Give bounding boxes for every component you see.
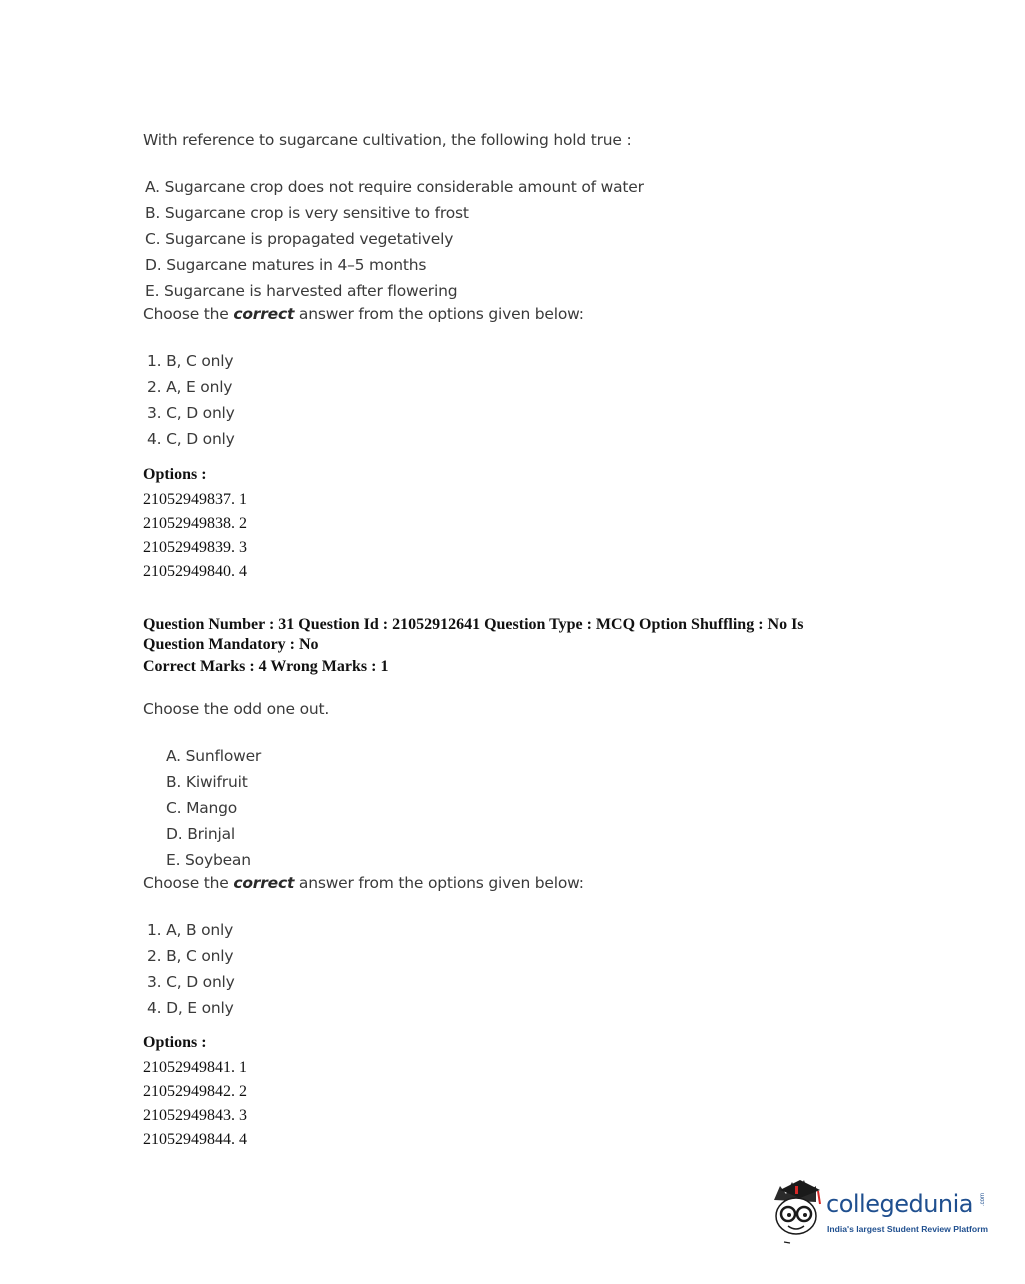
q31-option-ids <box>143 1056 247 1152</box>
q31-meta-line1: Question Number : 31 Question Id : 21052912641 Question Type : MCQ Option Shuffling : No Is <box>143 616 804 633</box>
option-id-2: 21052949842. 2 <box>143 1083 247 1100</box>
q31-answer-list <box>147 917 235 1021</box>
answer-2: 2. B, C only <box>147 947 234 965</box>
statement-b: B. Kiwifruit <box>166 773 248 791</box>
answer-3: 3. C, D only <box>147 973 235 991</box>
statement-a: A. Sunflower <box>166 747 262 765</box>
q31-choose-instruction <box>143 874 584 892</box>
option-id-4: 21052949840. 4 <box>143 563 247 580</box>
option-id-4: 21052949844. 4 <box>143 1131 247 1148</box>
q31-meta <box>143 615 804 655</box>
statement-c: C. Sugarcane is propagated vegetatively <box>145 230 454 248</box>
logo-tagline: India's largest Student Review Platform <box>827 1224 989 1234</box>
logo-suffix: .com <box>980 1192 986 1206</box>
q30-choose-instruction <box>143 305 584 323</box>
option-id-1: 21052949837. 1 <box>143 491 247 508</box>
q30-options-label: Options : <box>143 466 207 483</box>
answer-4: 4. D, E only <box>147 999 234 1017</box>
statement-c: C. Mango <box>166 799 238 817</box>
option-id-3: 21052949839. 3 <box>143 539 247 556</box>
statement-a: A. Sugarcane crop does not require considerable amount of water <box>145 178 644 196</box>
choose-emphasis: correct <box>233 874 295 892</box>
answer-1: 1. A, B only <box>147 921 234 939</box>
answer-1: 1. B, C only <box>147 352 234 370</box>
option-id-3: 21052949843. 3 <box>143 1107 247 1124</box>
choose-post: answer from the options given below: <box>294 874 584 892</box>
answer-2: 2. A, E only <box>147 378 233 396</box>
q31-options-label: Options : <box>143 1034 207 1051</box>
q30-option-ids <box>143 488 247 584</box>
choose-emphasis: correct <box>233 305 295 323</box>
mascot-icon <box>766 1176 826 1246</box>
answer-4: 4. C, D only <box>147 430 235 448</box>
logo-wordmark: collegedunia <box>826 1190 974 1218</box>
statement-d: D. Sugarcane matures in 4–5 months <box>145 256 427 274</box>
q30-answer-list <box>147 348 235 452</box>
statement-e: E. Soybean <box>166 851 251 869</box>
q31-meta-line2: Question Mandatory : No <box>143 636 319 653</box>
q31-statements <box>166 743 261 873</box>
option-id-2: 21052949838. 2 <box>143 515 247 532</box>
choose-post: answer from the options given below: <box>294 305 584 323</box>
statement-b: B. Sugarcane crop is very sensitive to frost <box>145 204 469 222</box>
choose-pre: Choose the <box>143 305 234 323</box>
option-id-1: 21052949841. 1 <box>143 1059 247 1076</box>
statement-d: D. Brinjal <box>166 825 236 843</box>
collegedunia-logo <box>766 1176 996 1246</box>
choose-pre: Choose the <box>143 874 234 892</box>
q31-stem: Choose the odd one out. <box>143 700 330 718</box>
q30-stem: With reference to sugarcane cultivation, the following hold true : <box>143 131 632 149</box>
q30-statements <box>145 174 644 304</box>
q31-marks: Correct Marks : 4 Wrong Marks : 1 <box>143 658 389 675</box>
statement-e: E. Sugarcane is harvested after flowering <box>145 282 458 300</box>
answer-3: 3. C, D only <box>147 404 235 422</box>
